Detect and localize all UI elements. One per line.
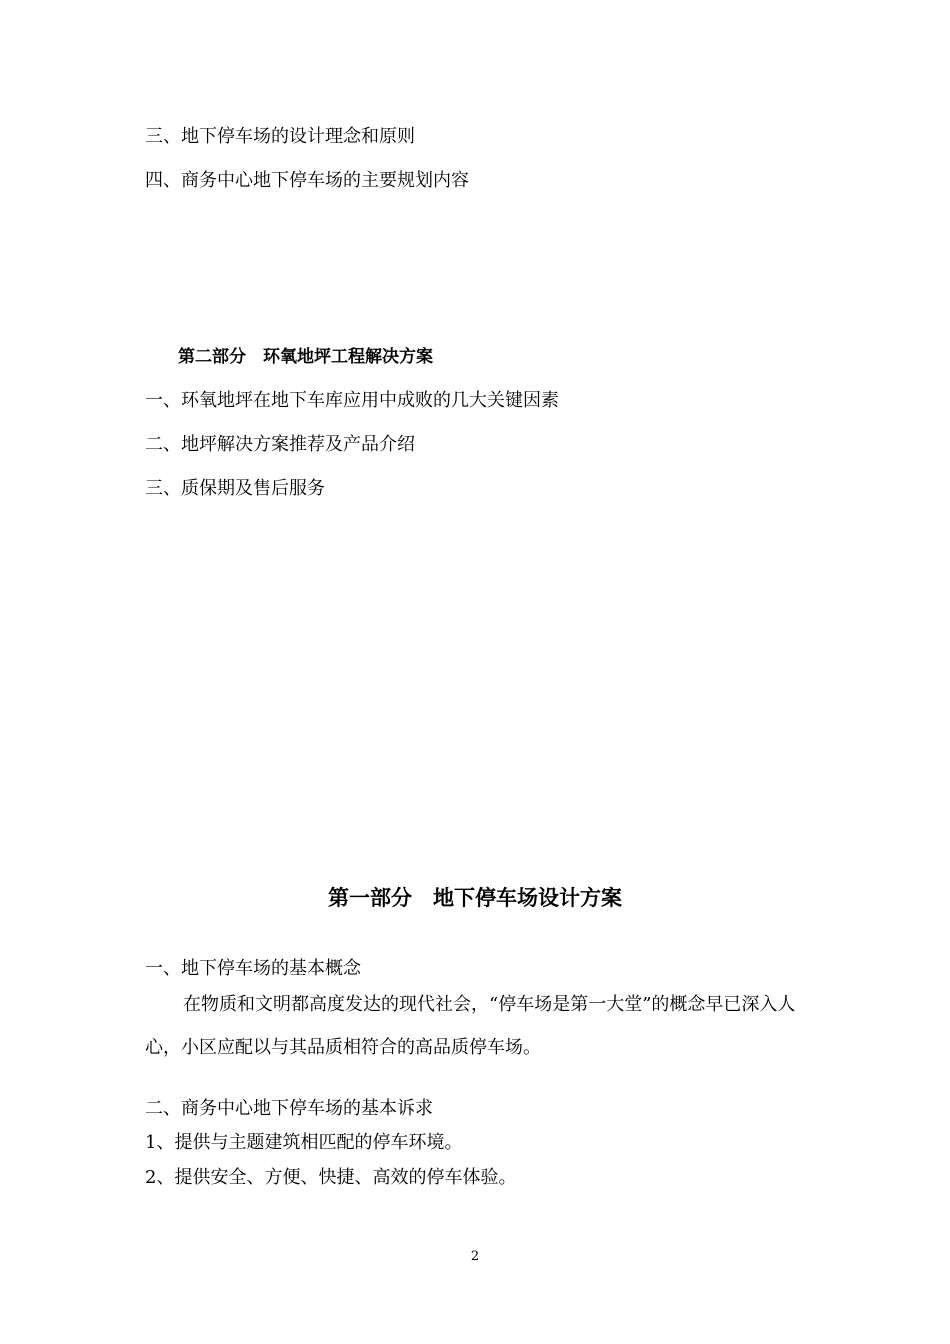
list-item: 1、提供与主题建筑相匹配的停车环境。 xyxy=(145,1132,463,1153)
section-heading: 一、地下停车场的基本概念 xyxy=(145,958,361,979)
toc-part-heading: 第二部分 环氧地坪工程解决方案 xyxy=(178,347,433,367)
toc-item: 三、地下停车场的设计理念和原则 xyxy=(145,126,415,147)
toc-item: 一、环氧地坪在地下车库应用中成败的几大关键因素 xyxy=(145,390,559,411)
chapter-title: 第一部分 地下停车场设计方案 xyxy=(328,885,622,910)
toc-item: 二、地坪解决方案推荐及产品介绍 xyxy=(145,434,415,455)
toc-item: 三、质保期及售后服务 xyxy=(145,478,325,499)
section-heading: 二、商务中心地下停车场的基本诉求 xyxy=(145,1098,433,1119)
body-paragraph: 在物质和文明都高度发达的现代社会，“停车场是第一大堂”的概念早已深入人心，小区应配以与其品质相符合的高品质停车场。 xyxy=(145,994,796,1058)
toc-item: 四、商务中心地下停车场的主要规划内容 xyxy=(145,170,469,191)
list-item: 2、提供安全、方便、快捷、高效的停车体验。 xyxy=(145,1167,517,1188)
page-number: 2 xyxy=(470,1249,480,1264)
